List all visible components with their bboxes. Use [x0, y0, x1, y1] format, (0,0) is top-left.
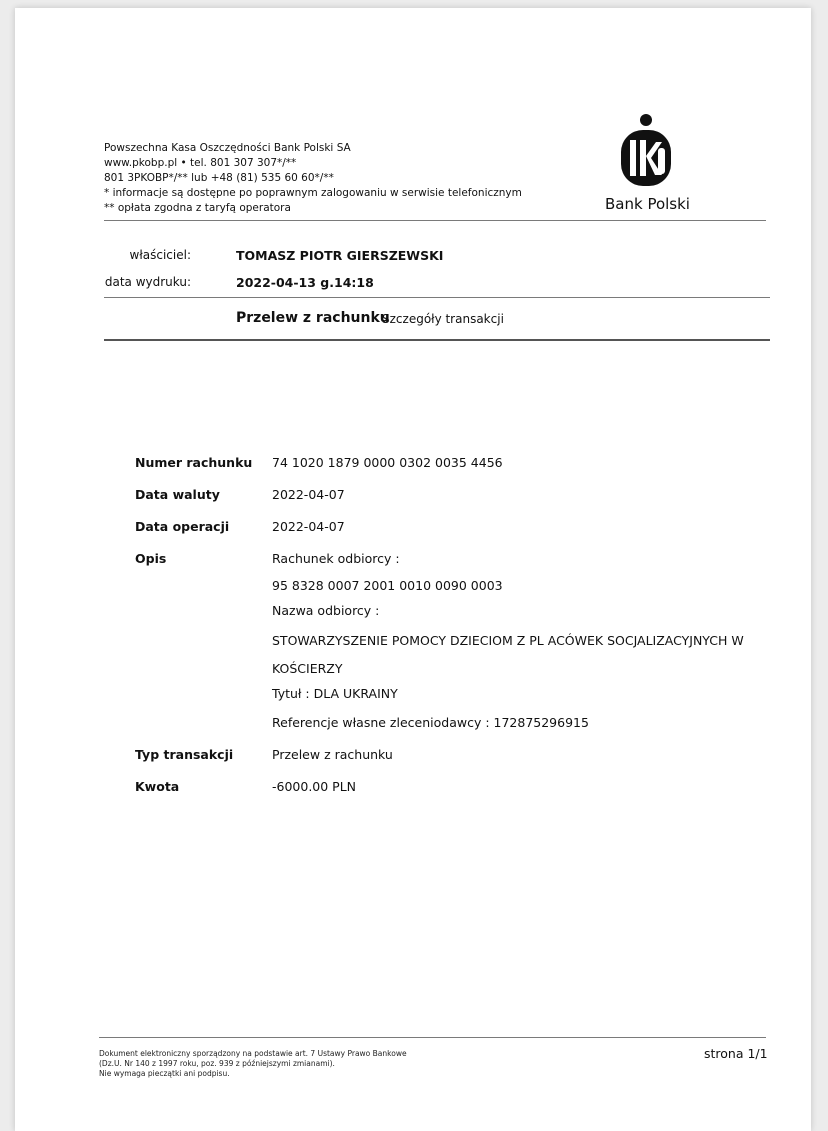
header-divider	[104, 220, 766, 221]
amount-value: -6000.00 PLN	[272, 779, 357, 794]
logo-caption: Bank Polski	[605, 195, 690, 213]
section-divider	[104, 339, 770, 341]
footer-line-3: Nie wymaga pieczątki ani podpisu.	[99, 1069, 230, 1078]
value-date-label: Data waluty	[135, 487, 220, 502]
bank-contact-line-1: www.pkobp.pl • tel. 801 307 307*/**	[104, 157, 297, 169]
account-number-value: 74 1020 1879 0000 0302 0035 4456	[272, 455, 503, 470]
description-line: KOŚCIERZY	[272, 661, 343, 676]
page-number: strona 1/1	[704, 1046, 768, 1061]
amount-label: Kwota	[135, 779, 180, 794]
description-line: 95 8328 0007 2001 0010 0090 0003	[272, 578, 503, 593]
header-note-2: ** opłata zgodna z taryfą operatora	[104, 202, 291, 214]
description-line: Tytuł : DLA UKRAINY	[272, 686, 398, 701]
section-subtitle: Szczegóły transakcji	[382, 312, 504, 326]
header-note-1: * informacje są dostępne po poprawnym zalogowaniu w serwisie telefonicznym	[104, 187, 522, 199]
bank-name: Powszechna Kasa Oszczędności Bank Polski SA	[104, 142, 351, 154]
transaction-type-value: Przelew z rachunku	[272, 747, 393, 762]
print-date-value: 2022-04-13 g.14:18	[236, 275, 374, 290]
description-line: Referencje własne zleceniodawcy : 172875296915	[272, 715, 589, 730]
operation-date-value: 2022-04-07	[272, 519, 345, 534]
description-line: Rachunek odbiorcy :	[272, 551, 400, 566]
description-label: Opis	[135, 551, 167, 566]
pko-bank-logo	[603, 112, 693, 217]
owner-divider	[104, 297, 770, 298]
owner-label: właściciel:	[129, 248, 191, 262]
bank-contact-line-2: 801 3PKOBP*/** lub +48 (81) 535 60 60*/**	[104, 172, 334, 184]
account-number-label: Numer rachunku	[135, 455, 253, 470]
footer-divider	[99, 1037, 766, 1038]
footer-line-1: Dokument elektroniczny sporządzony na podstawie art. 7 Ustawy Prawo Bankowe	[99, 1049, 407, 1058]
operation-date-label: Data operacji	[135, 519, 230, 534]
description-line: STOWARZYSZENIE POMOCY DZIECIOM Z PL ACÓWEK SOCJALIZACYJNYCH W	[272, 633, 744, 648]
section-title: Przelew z rachunku	[236, 310, 390, 326]
transaction-type-label: Typ transakcji	[135, 747, 234, 762]
print-date-label: data wydruku:	[104, 275, 191, 289]
description-line: Nazwa odbiorcy :	[272, 603, 380, 618]
footer-line-2: (Dz.U. Nr 140 z 1997 roku, poz. 939 z późniejszymi zmianami).	[99, 1059, 335, 1068]
owner-value: TOMASZ PIOTR GIERSZEWSKI	[236, 248, 444, 263]
value-date-value: 2022-04-07	[272, 487, 345, 502]
